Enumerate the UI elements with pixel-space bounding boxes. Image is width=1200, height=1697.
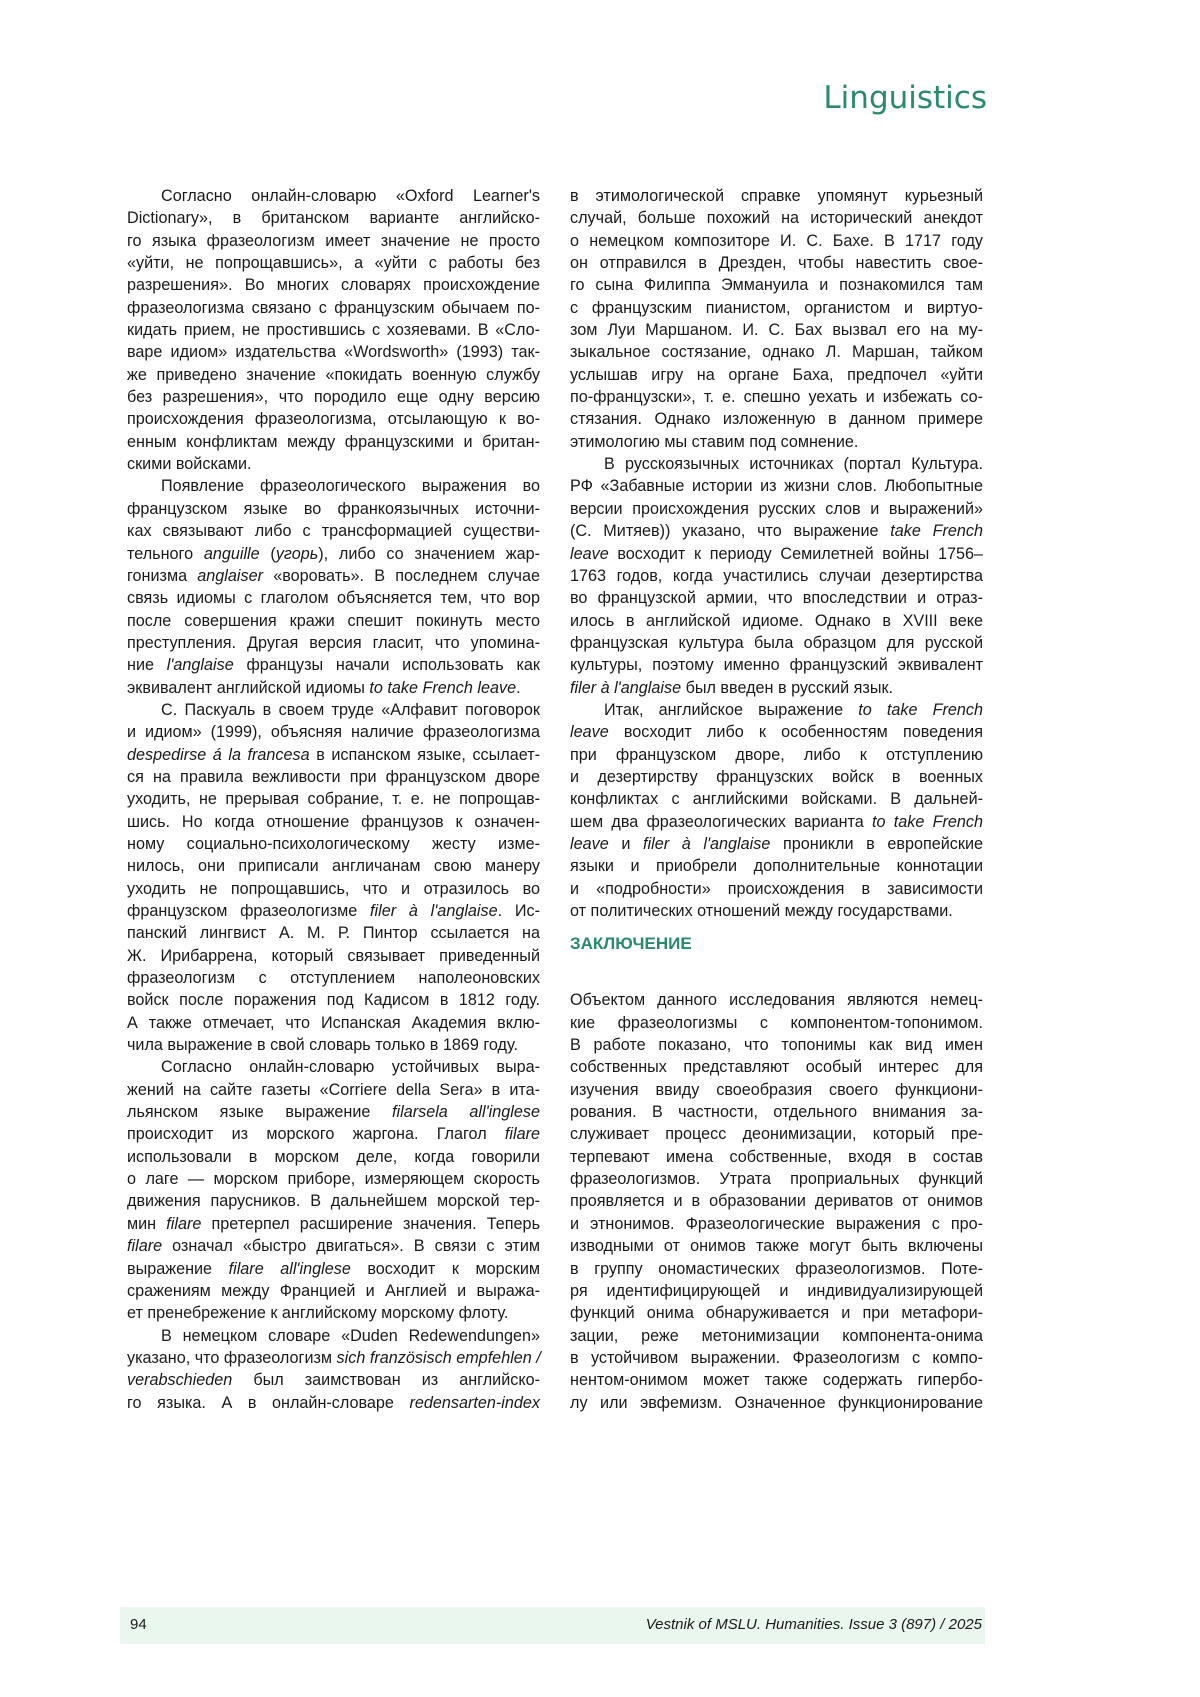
text-line bbox=[127, 744, 540, 766]
text-line: рования. В частности, отдельного внимания за- bbox=[570, 1101, 983, 1123]
text-segment: восходит либо к особенностям поведения bbox=[609, 723, 983, 741]
text-line: французском языке во франкоязычных источни- bbox=[127, 498, 540, 520]
text-line: же приведено значение «покидать военную службу bbox=[127, 364, 540, 386]
text-line: во французской армии, что впоследствии и отраз- bbox=[570, 587, 983, 609]
text-line: функций онима обнаруживается и при метафори- bbox=[570, 1302, 983, 1324]
text-segment: Итак, английское выражение bbox=[604, 701, 858, 719]
paragraph bbox=[127, 1056, 540, 1324]
text-line: зыкальное состязание, однако Л. Маршан, тайком bbox=[570, 341, 983, 363]
italic-term: filare bbox=[166, 1215, 201, 1233]
text-line: В работе показано, что топонимы как вид имен bbox=[570, 1034, 983, 1056]
text-segment: в испанском языке, ссылает- bbox=[310, 746, 540, 764]
text-segment: претерпел расширение значения. Теперь bbox=[201, 1215, 540, 1233]
text-line: о лаге — морском приборе, измеряющем скорость bbox=[127, 1168, 540, 1190]
text-segment: тельного bbox=[127, 545, 204, 563]
text-line: Согласно онлайн-словарю «Oxford Learner's bbox=[127, 185, 540, 207]
text-segment: гонизма bbox=[127, 567, 197, 585]
text-segment: . bbox=[516, 679, 521, 697]
text-line bbox=[570, 677, 983, 699]
text-line bbox=[570, 699, 983, 721]
text-line: собственных представляют особый интерес для bbox=[570, 1056, 983, 1078]
italic-term: угорь bbox=[276, 545, 318, 563]
text-line: жений на сайте газеты «Corriere della Sera» в ита- bbox=[127, 1079, 540, 1101]
text-line: 1763 годов, когда участились случаи дезертирства bbox=[570, 565, 983, 587]
text-segment: льянском языке выражение bbox=[127, 1103, 392, 1121]
text-line: ках связывают либо с трансформацией существи- bbox=[127, 520, 540, 542]
text-line bbox=[127, 1369, 540, 1391]
text-line: РФ «Забавные истории из жизни слов. Любопытные bbox=[570, 475, 983, 497]
text-line bbox=[570, 721, 983, 743]
text-line bbox=[570, 811, 983, 833]
text-line: от политических отношений между государствами. bbox=[570, 900, 983, 922]
text-line: ет пренебрежение к английскому морскому флоту. bbox=[127, 1302, 540, 1324]
text-segment: ( bbox=[260, 545, 276, 563]
text-line: услышав игру на органе Баха, предпочел «уйти bbox=[570, 364, 983, 386]
paragraph bbox=[127, 185, 540, 475]
text-segment: эквивалент английской идиомы bbox=[127, 679, 369, 697]
italic-term: sich französisch empfehlen / bbox=[337, 1349, 541, 1367]
text-line: конфликтах с английскими войсками. В дальней- bbox=[570, 788, 983, 810]
text-line: фразеологизма связано с французским обычаем по- bbox=[127, 297, 540, 319]
text-line: связь идиомы с глаголом объясняется тем, что вор bbox=[127, 587, 540, 609]
text-line: нентом-онимом может также содержать гипербо- bbox=[570, 1369, 983, 1391]
text-segment: шем два фразеологических варианта bbox=[570, 813, 872, 831]
text-line: скими войсками. bbox=[127, 453, 540, 475]
text-line: случай, больше похожий на исторический анекдот bbox=[570, 207, 983, 229]
text-line: зации, реже метонимизации компонента-онима bbox=[570, 1325, 983, 1347]
paragraph bbox=[127, 699, 540, 1057]
text-line: терпевают имена собственные, входя в состав bbox=[570, 1146, 983, 1168]
text-segment: восходит к периоду Семилетней войны 1756– bbox=[609, 545, 983, 563]
text-line bbox=[127, 1101, 540, 1123]
paragraph bbox=[570, 185, 983, 453]
text-line: енным конфликтам между французскими и британ- bbox=[127, 431, 540, 453]
text-line: А также отмечает, что Испанская Академия вклю- bbox=[127, 1012, 540, 1034]
text-line: движения парусников. В дальнейшем морской тер- bbox=[127, 1190, 540, 1212]
text-segment: происходит из морского жаргона. Глагол bbox=[127, 1125, 505, 1143]
text-line: панский лингвист А. М. Р. Пинтор ссылается на bbox=[127, 922, 540, 944]
text-line: использовали в морском деле, когда говорили bbox=[127, 1146, 540, 1168]
text-segment: проникли в европейские bbox=[770, 835, 983, 853]
text-segment: французы начали использовать как bbox=[234, 656, 540, 674]
italic-term: leave bbox=[570, 835, 609, 853]
italic-term: to take French bbox=[858, 701, 983, 719]
text-line bbox=[570, 543, 983, 565]
italic-term: to take French bbox=[872, 813, 983, 831]
italic-term: filare bbox=[127, 1237, 162, 1255]
text-line bbox=[127, 654, 540, 676]
page-footer bbox=[120, 1607, 985, 1644]
text-line: чила выражение в свой словарь только в 1869 году. bbox=[127, 1034, 540, 1056]
italic-term: filer à l'anglaise bbox=[570, 679, 681, 697]
italic-term: filare bbox=[505, 1125, 540, 1143]
text-line: французская культура была образцом для русской bbox=[570, 632, 983, 654]
text-line: фразеологизм с отступлением наполеоновских bbox=[127, 967, 540, 989]
text-line: Появление фразеологического выражения во bbox=[127, 475, 540, 497]
text-line: при французском дворе, либо к отступлению bbox=[570, 744, 983, 766]
text-line: после совершения кражи спешит покинуть место bbox=[127, 610, 540, 632]
text-line: С. Паскуаль в своем труде «Алфавит поговорок bbox=[127, 699, 540, 721]
text-line: сражениям между Францией и Англией и выража- bbox=[127, 1280, 540, 1302]
paragraph bbox=[127, 475, 540, 698]
text-line: В русскоязычных источниках (портал Культура. bbox=[570, 453, 983, 475]
text-line: уходить не попрощавшись, что и отразилось во bbox=[127, 878, 540, 900]
text-line: Ж. Ирибаррена, который связывает приведенный bbox=[127, 945, 540, 967]
paragraph bbox=[570, 453, 983, 699]
text-line: версии происхождения русских слов и выражений» bbox=[570, 498, 983, 520]
text-line bbox=[570, 520, 983, 542]
paragraph bbox=[570, 699, 983, 922]
section-heading: ЗАКЛЮЧЕНИЕ bbox=[570, 922, 983, 967]
text-line: в устойчивом выражении. Фразеологизм с компо- bbox=[570, 1347, 983, 1369]
text-line: Объектом данного исследования являются немец- bbox=[570, 989, 983, 1011]
page-number: 94 bbox=[130, 1616, 147, 1633]
text-segment: был введен в русский язык. bbox=[681, 679, 893, 697]
right-column bbox=[570, 185, 983, 1414]
text-line bbox=[127, 1258, 540, 1280]
text-line: проявляется и в образовании дериватов от онимов bbox=[570, 1190, 983, 1212]
text-line: В немецком словаре «Duden Redewendungen» bbox=[127, 1325, 540, 1347]
text-line: преступления. Другая версия гласит, что упомина- bbox=[127, 632, 540, 654]
text-segment: ние bbox=[127, 656, 167, 674]
text-segment: восходит к морским bbox=[351, 1260, 540, 1278]
text-line: он отправился в Дрезден, чтобы навестить свое- bbox=[570, 252, 983, 274]
text-line: фразеологизмов. Утрата проприальных функций bbox=[570, 1168, 983, 1190]
italic-term: leave bbox=[570, 545, 609, 563]
text-line bbox=[127, 1347, 540, 1369]
text-segment: французском фразеологизме bbox=[127, 902, 370, 920]
text-line: кидать прием, не простившись с хозяевами. В «Сло- bbox=[127, 319, 540, 341]
text-line: ся на правила вежливости при французском дворе bbox=[127, 766, 540, 788]
text-line: с французским пианистом, органистом и виртуо- bbox=[570, 297, 983, 319]
text-segment: выражение bbox=[127, 1260, 229, 1278]
text-line: происхождения фразеологизма, отсылающую к во- bbox=[127, 408, 540, 430]
text-segment: и bbox=[609, 835, 643, 853]
text-line: по-французски», т. е. спешно уехать и избежать со- bbox=[570, 386, 983, 408]
text-line: и «подробности» происхождения в зависимости bbox=[570, 878, 983, 900]
text-line bbox=[127, 900, 540, 922]
text-line: лу или эвфемизм. Означенное функционирование bbox=[570, 1392, 983, 1414]
text-line: и дезертирству французских войск в военных bbox=[570, 766, 983, 788]
italic-term: despedirse á la francesa bbox=[127, 746, 310, 764]
journal-citation: Vestnik of MSLU. Humanities. Issue 3 (897) / 2025 bbox=[646, 1616, 982, 1633]
text-line: ному социально-психологическому жесту изме- bbox=[127, 833, 540, 855]
paragraph bbox=[570, 989, 983, 1414]
text-line: шись. Но когда отношение французов к означен- bbox=[127, 811, 540, 833]
text-line: уходить, не прерывая собрание, т. е. не попрощав- bbox=[127, 788, 540, 810]
italic-term: l'anglaise bbox=[167, 656, 234, 674]
left-column bbox=[127, 185, 540, 1414]
italic-term: to take French leave bbox=[369, 679, 516, 697]
spacer bbox=[570, 967, 983, 989]
text-line: варе идиом» издательства «Wordsworth» (1993) так- bbox=[127, 341, 540, 363]
text-line: изучения ввиду своеобразия своего функциони- bbox=[570, 1079, 983, 1101]
italic-term: anglaiser bbox=[197, 567, 263, 585]
italic-term: filer à l'anglaise bbox=[370, 902, 498, 920]
text-segment: указано, что фразеологизм bbox=[127, 1349, 337, 1367]
section-title: Linguistics bbox=[823, 80, 987, 116]
text-segment: . Ис- bbox=[498, 902, 540, 920]
text-line: служивает процесс деонимизации, который пре- bbox=[570, 1123, 983, 1145]
italic-term: leave bbox=[570, 723, 609, 741]
text-line bbox=[127, 565, 540, 587]
text-segment: (С. Митяев)) указано, что выражение bbox=[570, 522, 890, 540]
text-line: зом Луи Маршаном. И. С. Бах вызвал его на му- bbox=[570, 319, 983, 341]
text-line: разрешения». Во многих словарях происхождение bbox=[127, 274, 540, 296]
text-segment: «воровать». В последнем случае bbox=[263, 567, 540, 585]
italic-term: redensarten-index bbox=[410, 1394, 540, 1412]
text-line: «уйти, не попрощавшись», а «уйти с работы без bbox=[127, 252, 540, 274]
text-line: языки и приобрели дополнительные коннотации bbox=[570, 855, 983, 877]
text-line: илось в английской идиоме. Однако в XVIII веке bbox=[570, 610, 983, 632]
text-line bbox=[127, 1392, 540, 1414]
text-line: и идиом» (1999), объясняя наличие фразеологизма bbox=[127, 721, 540, 743]
text-line: кие фразеологизмы с компонентом-топонимом. bbox=[570, 1012, 983, 1034]
text-line: ря идентифицирующей и индивидуализирующей bbox=[570, 1280, 983, 1302]
text-line: го сына Филиппа Эммануила и познакомился там bbox=[570, 274, 983, 296]
text-line: го языка фразеологизм имеет значение не просто bbox=[127, 230, 540, 252]
text-line: в этимологической справке упомянут курьезный bbox=[570, 185, 983, 207]
text-line bbox=[570, 833, 983, 855]
text-line bbox=[127, 1123, 540, 1145]
text-line: этимологию мы ставим под сомнение. bbox=[570, 431, 983, 453]
italic-term: filarsela all'inglese bbox=[392, 1103, 540, 1121]
text-line: войск после поражения под Кадисом в 1812 году. bbox=[127, 989, 540, 1011]
text-line: нилось, они приписали англичанам свою манеру bbox=[127, 855, 540, 877]
italic-term: take French bbox=[890, 522, 983, 540]
text-segment: го языка. А в онлайн-словаре bbox=[127, 1394, 410, 1412]
text-line: в группу ономастических фразеологизмов. Поте- bbox=[570, 1258, 983, 1280]
text-line bbox=[127, 677, 540, 699]
text-line: стязания. Однако изложенную в данном примере bbox=[570, 408, 983, 430]
text-line bbox=[127, 1213, 540, 1235]
paragraph bbox=[127, 1325, 540, 1414]
text-line: Dictionary», в британском варианте английско- bbox=[127, 207, 540, 229]
italic-term: verabschieden bbox=[127, 1371, 232, 1389]
italic-term: filare all'inglese bbox=[229, 1260, 351, 1278]
text-line: о немецком композиторе И. С. Бахе. В 1717 году bbox=[570, 230, 983, 252]
text-line: Согласно онлайн-словарю устойчивых выра- bbox=[127, 1056, 540, 1078]
text-line: и этнонимов. Фразеологические выражения с про- bbox=[570, 1213, 983, 1235]
text-line bbox=[127, 543, 540, 565]
text-line: культуры, поэтому именно французский эквивалент bbox=[570, 654, 983, 676]
text-line: без разрешения», что породило еще одну версию bbox=[127, 386, 540, 408]
text-segment: был заимствован из английско- bbox=[232, 1371, 540, 1389]
text-segment: мин bbox=[127, 1215, 166, 1233]
text-segment: ), либо со значением жар- bbox=[318, 545, 540, 563]
italic-term: anguille bbox=[204, 545, 260, 563]
text-line bbox=[127, 1235, 540, 1257]
text-segment: означал «быстро двигаться». В связи с этим bbox=[162, 1237, 540, 1255]
italic-term: filer à l'anglaise bbox=[643, 835, 770, 853]
text-line: изводными от онимов также могут быть включены bbox=[570, 1235, 983, 1257]
